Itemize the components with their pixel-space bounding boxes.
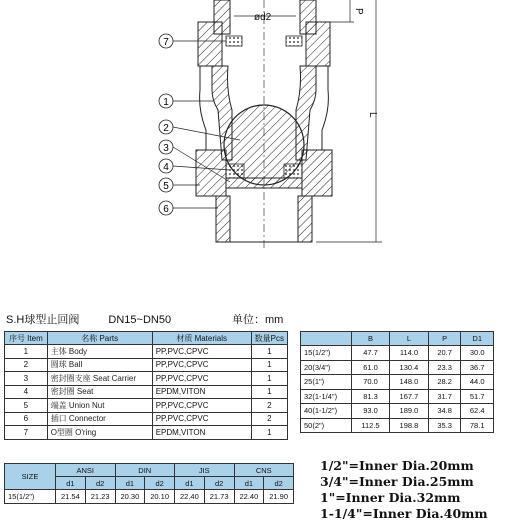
cell-value: 21.23 — [85, 490, 115, 504]
cell-d1: 78.1 — [461, 418, 494, 433]
cell-l: 198.8 — [390, 418, 429, 433]
cell-l: 167.7 — [390, 389, 429, 404]
cell-d1: 30.0 — [461, 346, 494, 361]
sub-column-header: d2 — [145, 477, 175, 490]
cell-l: 114.0 — [390, 346, 429, 361]
cell-size: 25(1") — [301, 375, 352, 390]
cell-item: 4 — [5, 385, 48, 399]
cell-pcs: 1 — [251, 372, 287, 386]
dimension-label-p: P — [353, 8, 364, 15]
svg-text:6: 6 — [163, 204, 169, 215]
cell-pcs: 1 — [251, 426, 287, 440]
sub-column-header: d1 — [115, 477, 145, 490]
table-row — [301, 404, 494, 419]
sub-column-header: d1 — [234, 477, 264, 490]
cell-material: EPDM,VITON — [152, 426, 251, 440]
table-row — [5, 490, 294, 504]
group-header-din: DIN — [115, 464, 175, 477]
table-row — [5, 358, 288, 372]
cell-pcs: 2 — [251, 412, 287, 426]
cell-pcs: 2 — [251, 399, 287, 413]
inner-diameter-notes — [320, 458, 510, 522]
cell-value: 22.40 — [234, 490, 264, 504]
cell-size: 15(1/2") — [5, 490, 56, 504]
note-line: 1-1/4"=Inner Dia.40mm — [320, 506, 488, 521]
cell-pcs: 1 — [251, 345, 287, 359]
sub-column-header: d2 — [204, 477, 234, 490]
cell-material: EPDM,VITON — [152, 385, 251, 399]
sub-column-header: d1 — [56, 477, 86, 490]
svg-text:5: 5 — [163, 181, 169, 192]
cell-p: 20.7 — [428, 346, 461, 361]
sub-column-header: d2 — [264, 477, 294, 490]
cell-material: PP,PVC,CPVC — [152, 358, 251, 372]
cell-d1: 36.7 — [461, 360, 494, 375]
size-header: SIZE — [5, 464, 56, 490]
cell-name: 插口 Connector — [47, 412, 152, 426]
cell-size: 40(1-1/2") — [301, 404, 352, 419]
cell-b: 47.7 — [352, 346, 390, 361]
table-row — [5, 412, 288, 426]
parts-table-header — [5, 332, 288, 345]
cell-d1: 51.7 — [461, 389, 494, 404]
table-row — [5, 426, 288, 440]
cell-p: 28.2 — [428, 375, 461, 390]
cell-item: 1 — [5, 345, 48, 359]
column-header: B — [352, 332, 390, 346]
cell-name: 密封圈 Seat — [47, 385, 152, 399]
cell-l: 148.0 — [390, 375, 429, 390]
table-row — [301, 375, 494, 390]
svg-text:2: 2 — [163, 123, 169, 134]
column-header: P — [428, 332, 461, 346]
svg-text:4: 4 — [163, 162, 169, 173]
cell-size: 15(1/2") — [301, 346, 352, 361]
cell-name: 圆球 Ball — [47, 358, 152, 372]
column-header: 名称 Parts — [47, 332, 152, 345]
cell-l: 189.0 — [390, 404, 429, 419]
standards-table — [4, 463, 294, 504]
cell-p: 23.3 — [428, 360, 461, 375]
group-header-cns: CNS — [234, 464, 294, 477]
unit-label: 单位：mm — [232, 314, 284, 326]
dimensions-table-header — [301, 332, 494, 346]
cell-value: 22.40 — [175, 490, 205, 504]
dimensions-table — [300, 331, 494, 433]
note-line: 1/2"=Inner Dia.20mm — [320, 458, 474, 473]
cell-d1: 44.0 — [461, 375, 494, 390]
cell-value: 20.10 — [145, 490, 175, 504]
svg-text:3: 3 — [163, 143, 169, 154]
column-header — [301, 332, 352, 346]
cell-name: 密封圈支座 Seat Carrier — [47, 372, 152, 386]
cell-b: 61.0 — [352, 360, 390, 375]
svg-text:1: 1 — [163, 97, 169, 108]
cell-b: 93.0 — [352, 404, 390, 419]
note-line: 1"=Inner Dia.32mm — [320, 490, 461, 505]
cell-size: 32(1-1/4") — [301, 389, 352, 404]
cell-p: 35.3 — [428, 418, 461, 433]
callout-5 — [159, 178, 200, 192]
cell-value: 21.90 — [264, 490, 294, 504]
table-row — [301, 389, 494, 404]
document-title — [6, 311, 171, 327]
cell-b: 81.3 — [352, 389, 390, 404]
table-row — [5, 399, 288, 413]
cell-material: PP,PVC,CPVC — [152, 372, 251, 386]
table-row — [5, 345, 288, 359]
table-row — [301, 418, 494, 433]
cell-value: 21.54 — [56, 490, 86, 504]
column-header: D1 — [461, 332, 494, 346]
cell-material: PP,PVC,CPVC — [152, 399, 251, 413]
cell-l: 130.4 — [390, 360, 429, 375]
dimension-label-l: L — [367, 112, 378, 118]
cell-item: 7 — [5, 426, 48, 440]
callout-6 — [159, 201, 218, 215]
cell-size: 20(3/4") — [301, 360, 352, 375]
table-row — [301, 346, 494, 361]
column-header: 数量Pcs — [251, 332, 287, 345]
cell-item: 3 — [5, 372, 48, 386]
dimension-label-d2: ød2 — [254, 12, 272, 23]
sub-column-header: d1 — [175, 477, 205, 490]
callout-1 — [159, 94, 214, 108]
cell-item: 6 — [5, 412, 48, 426]
cell-value: 20.30 — [115, 490, 145, 504]
size-range: DN15~DN50 — [108, 314, 172, 326]
cell-name: 端盖 Union Nut — [47, 399, 152, 413]
group-header-jis: JIS — [175, 464, 235, 477]
column-header: 材质 Materials — [152, 332, 251, 345]
cell-b: 112.5 — [352, 418, 390, 433]
cell-size: 50(2") — [301, 418, 352, 433]
cell-value: 21.73 — [204, 490, 234, 504]
title-text: S.H球型止回阀 — [6, 314, 80, 326]
table-row — [5, 372, 288, 386]
cell-p: 34.8 — [428, 404, 461, 419]
table-row — [5, 385, 288, 399]
standards-table-group-header — [5, 464, 294, 477]
column-header: 序号 Item — [5, 332, 48, 345]
note-line: 3/4"=Inner Dia.25mm — [320, 474, 474, 489]
column-header: L — [390, 332, 429, 346]
cell-item: 5 — [5, 399, 48, 413]
cell-b: 70.0 — [352, 375, 390, 390]
cell-pcs: 1 — [251, 358, 287, 372]
cell-item: 2 — [5, 358, 48, 372]
cell-p: 31.7 — [428, 389, 461, 404]
cell-material: PP,PVC,CPVC — [152, 345, 251, 359]
svg-text:7: 7 — [163, 37, 169, 48]
cell-material: PP,PVC,CPVC — [152, 412, 251, 426]
sub-column-header: d2 — [85, 477, 115, 490]
parts-table — [4, 331, 288, 440]
cell-pcs: 1 — [251, 385, 287, 399]
cell-name: 主体 Body — [47, 345, 152, 359]
table-row — [301, 360, 494, 375]
group-header-ansi: ANSI — [56, 464, 116, 477]
cell-d1: 62.4 — [461, 404, 494, 419]
cell-name: O型圈 O'ring — [47, 426, 152, 440]
